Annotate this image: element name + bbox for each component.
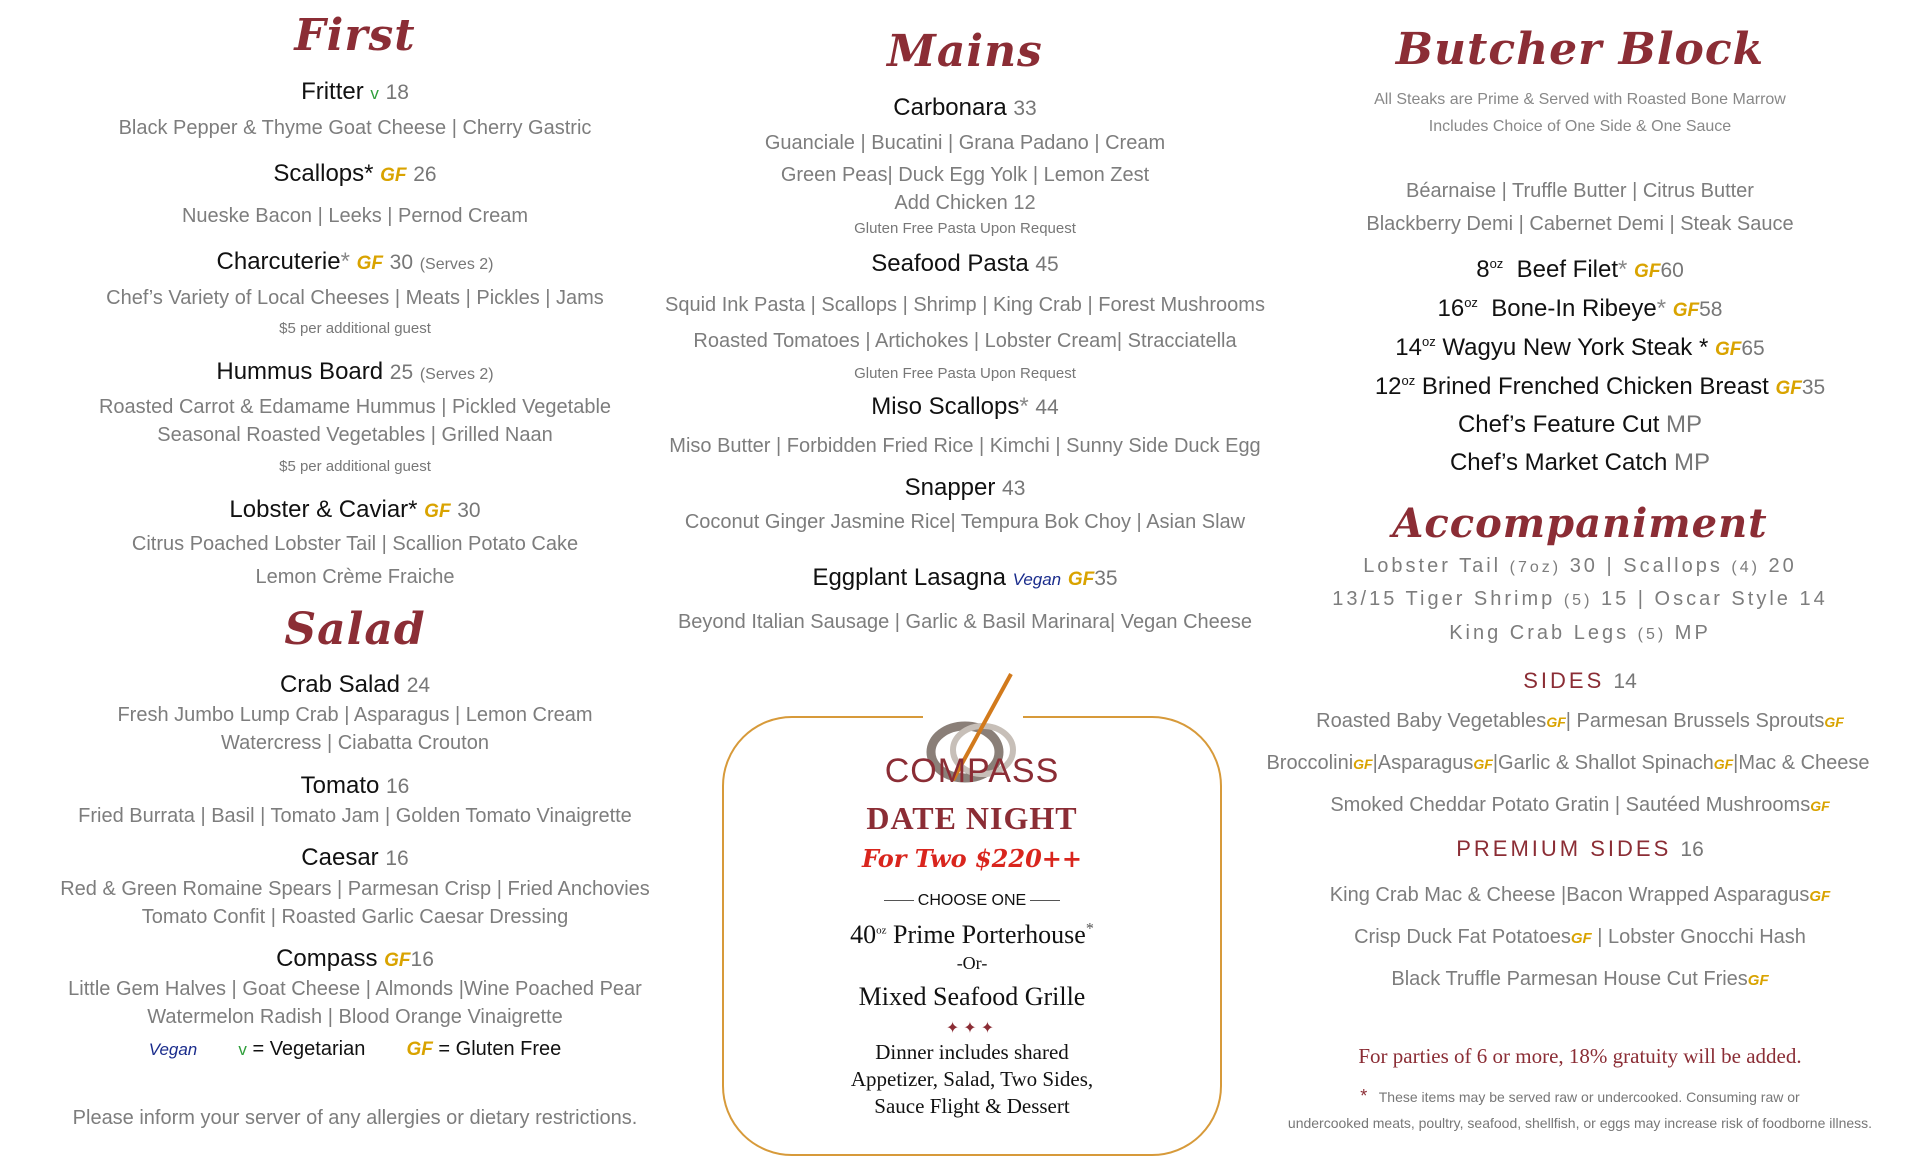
gluten-free-tag: GF xyxy=(1747,972,1769,989)
item-name: Caesar xyxy=(301,844,379,871)
item-price: 45 xyxy=(1035,253,1059,276)
premium-sides-row-2 xyxy=(1240,926,1920,949)
item-name: Seafood Pasta xyxy=(871,250,1029,277)
item-price: 30 | xyxy=(1569,555,1615,577)
raw-warning-star: * xyxy=(340,248,350,275)
item-price: 30 xyxy=(457,499,481,522)
item-description: Fresh Jumbo Lump Crab | Asparagus | Lemon Cream xyxy=(117,704,593,726)
raw-warning-star: * xyxy=(1085,920,1094,938)
section-title-accompaniment: Accompaniment xyxy=(1392,500,1768,547)
divider-line xyxy=(1030,900,1060,901)
menu-item-beef-filet xyxy=(1240,256,1920,284)
item-description: Black Pepper & Thyme Goat Cheese | Cherry Gastric xyxy=(118,117,592,139)
menu-item-bone-in-ribeye xyxy=(1240,295,1920,323)
side-item: | Lobster Gnocchi Hash xyxy=(1597,926,1806,948)
butcher-block-description: Includes Choice of One Side & One Sauce xyxy=(1428,118,1732,135)
option-name: Prime Porterhouse xyxy=(893,920,1086,949)
disclaimer-text: These items may be served raw or undercooked. Consuming raw or xyxy=(1378,1089,1800,1105)
gluten-free-tag: GF xyxy=(1634,261,1661,282)
item-price: 18 xyxy=(385,81,409,104)
date-night-includes-2: Appetizer, Salad, Two Sides, xyxy=(850,1067,1094,1091)
item-price: MP xyxy=(1674,622,1711,644)
gluten-free-tag: GF xyxy=(1809,888,1831,905)
portion-size: (5) xyxy=(1637,626,1667,643)
section-title-mains: Mains xyxy=(887,26,1043,77)
item-name: Chef’s Market Catch xyxy=(1449,449,1668,476)
item-price: MP xyxy=(1666,411,1703,438)
sides-price: 14 xyxy=(1613,670,1637,693)
side-item: |Asparagus xyxy=(1372,752,1474,774)
item-price: 30 xyxy=(389,251,414,274)
date-night-option-porterhouse xyxy=(722,920,1222,950)
item-name: Wagyu New York Steak * xyxy=(1442,334,1709,361)
item-name: Miso Scallops xyxy=(871,393,1020,420)
side-item: Black Truffle Parmesan House Cut Fries xyxy=(1391,968,1748,990)
item-description: Lemon Crème Fraiche xyxy=(255,566,455,588)
gluten-free-tag: GF xyxy=(1810,798,1830,814)
item-name: Brined Frenched Chicken Breast xyxy=(1421,373,1769,400)
menu-item-hummus-board xyxy=(30,358,680,386)
side-item: |Garlic & Shallot Spinach xyxy=(1492,752,1714,774)
steak-unit: oz xyxy=(1464,295,1478,310)
gluten-free-tag: GF xyxy=(1714,339,1742,360)
sides-row-3 xyxy=(1240,794,1920,817)
diamond-ornament: ✦✦✦ xyxy=(945,1020,999,1037)
item-description: Green Peas| Duck Egg Yolk | Lemon Zest xyxy=(780,164,1150,186)
item-name: Beef Filet xyxy=(1516,256,1619,283)
raw-food-disclaimer-1 xyxy=(1240,1086,1920,1107)
item-price: 60 xyxy=(1660,259,1684,282)
gluten-free-pasta-note: Gluten Free Pasta Upon Request xyxy=(854,220,1076,237)
serves-note: (Serves 2) xyxy=(419,366,494,383)
premium-sides-row-3 xyxy=(1240,968,1920,991)
legend-vegetarian-label: = Vegetarian xyxy=(252,1038,366,1060)
date-night-title: DATE NIGHT xyxy=(866,800,1078,836)
menu-item-chicken-breast xyxy=(1260,373,1920,401)
steak-weight: 12 xyxy=(1374,373,1402,400)
gluten-free-tag: GF xyxy=(356,253,383,274)
item-price: 33 xyxy=(1013,97,1037,120)
item-description: Citrus Poached Lobster Tail | Scallion Potato Cake xyxy=(131,533,579,555)
raw-food-disclaimer-2: undercooked meats, poultry, seafood, shellfish, or eggs may increase risk of foodborne illness. xyxy=(1287,1115,1873,1131)
steak-weight: 16 xyxy=(1437,295,1465,322)
item-name: Compass xyxy=(276,945,378,972)
item-price: 16 xyxy=(386,775,410,798)
item-description: Squid Ink Pasta | Scallops | Shrimp | King Crab | Forest Mushrooms xyxy=(665,294,1265,316)
menu-item-crab-salad xyxy=(30,671,680,699)
item-name: Eggplant Lasagna xyxy=(812,564,1006,591)
item-name: Bone-In Ribeye xyxy=(1491,295,1657,322)
date-night-includes-3: Sauce Flight & Dessert xyxy=(874,1094,1070,1118)
date-night-option-seafood: Mixed Seafood Grille xyxy=(858,982,1086,1011)
item-price: 65 xyxy=(1741,337,1765,360)
item-price: 16 xyxy=(410,948,434,971)
accompaniment-row-2 xyxy=(1240,588,1920,611)
raw-warning-star: * xyxy=(1618,256,1628,283)
option-unit: oz xyxy=(876,924,887,937)
gluten-free-tag: GF xyxy=(1473,756,1493,772)
item-description: Seasonal Roasted Vegetables | Grilled Naan xyxy=(157,424,553,446)
divider-line xyxy=(884,900,914,901)
item-name: Snapper xyxy=(904,474,996,501)
vegan-tag: Vegan xyxy=(1012,570,1062,589)
menu-item-carbonara xyxy=(645,94,1285,122)
sides-title: SIDES xyxy=(1523,668,1605,693)
legend-vegan: Vegan xyxy=(148,1040,198,1059)
item-name: Tomato xyxy=(300,772,380,799)
menu-item-scallops xyxy=(30,160,680,188)
butcher-block-description: All Steaks are Prime & Served with Roasted Bone Marrow xyxy=(1374,91,1786,108)
raw-warning-star: * xyxy=(1656,295,1667,322)
item-description: Chef’s Variety of Local Cheeses | Meats | Pickles | Jams xyxy=(106,287,604,309)
gluten-free-tag: GF xyxy=(1353,756,1373,772)
side-item: Smoked Cheddar Potato Gratin | Sautéed Mushrooms xyxy=(1330,794,1811,816)
menu-item-fritter xyxy=(30,78,680,106)
side-item: |Mac & Cheese xyxy=(1733,752,1870,774)
accompaniment-name: Scallops xyxy=(1623,555,1723,577)
item-description: Watermelon Radish | Blood Orange Vinaigrette xyxy=(147,1006,563,1028)
sauce-list: Blackberry Demi | Cabernet Demi | Steak Sauce xyxy=(1366,213,1794,235)
menu-item-chefs-market-catch xyxy=(1240,449,1920,477)
item-price: 16 xyxy=(385,847,409,870)
addon-note: Add Chicken 12 xyxy=(894,192,1036,214)
section-title-salad: Salad xyxy=(284,604,426,655)
or-separator: -Or- xyxy=(956,953,988,973)
option-weight: 40 xyxy=(850,920,877,949)
menu-item-tomato xyxy=(30,772,680,800)
menu-item-caesar xyxy=(30,844,680,872)
additional-guest-note: $5 per additional guest xyxy=(279,458,431,475)
choose-one-label: CHOOSE ONE xyxy=(917,892,1027,909)
legend-gluten-free-label: = Gluten Free xyxy=(438,1038,562,1060)
item-name: Lobster & Caviar* xyxy=(229,496,418,523)
item-price: 58 xyxy=(1699,298,1723,321)
item-price: 20 xyxy=(1768,555,1797,577)
date-night-brand: COMPASS xyxy=(884,752,1060,790)
portion-size: (4) xyxy=(1731,559,1760,576)
sides-row-2 xyxy=(1228,752,1908,775)
item-description: Tomato Confit | Roasted Garlic Caesar Dressing xyxy=(141,906,569,928)
legend-gf: GF xyxy=(406,1039,433,1060)
sauce-list: Béarnaise | Truffle Butter | Citrus Butter xyxy=(1406,180,1754,202)
gluten-free-tag: GF xyxy=(384,950,411,971)
sides-heading xyxy=(1240,668,1920,694)
menu-item-seafood-pasta xyxy=(645,250,1285,278)
vegetarian-tag: v xyxy=(370,84,379,103)
item-name: Carbonara xyxy=(893,94,1007,121)
side-item: | Parmesan Brussels Sprouts xyxy=(1565,710,1825,732)
gluten-free-tag: GF xyxy=(1824,714,1844,730)
gluten-free-tag: GF xyxy=(1672,300,1700,321)
additional-guest-note: $5 per additional guest xyxy=(279,320,431,337)
item-description: Guanciale | Bucatini | Grana Padano | Cream xyxy=(764,132,1166,154)
item-description: Roasted Tomatoes | Artichokes | Lobster Cream| Stracciatella xyxy=(693,330,1237,352)
menu-item-chefs-feature-cut xyxy=(1240,411,1920,439)
side-item: Roasted Baby Vegetables xyxy=(1316,710,1547,732)
accompaniment-name: 13/15 Tiger Shrimp xyxy=(1332,588,1556,610)
accompaniment-name: King Crab Legs xyxy=(1449,622,1630,644)
item-description: Roasted Carrot & Edamame Hummus | Pickled Vegetable xyxy=(98,396,612,418)
gluten-free-tag: GF xyxy=(424,501,451,522)
portion-size: (5) xyxy=(1563,592,1593,609)
steak-weight: 14 xyxy=(1395,334,1422,361)
item-price: 44 xyxy=(1035,396,1059,419)
steak-unit: oz xyxy=(1489,256,1504,271)
item-description: Miso Butter | Forbidden Fried Rice | Kimchi | Sunny Side Duck Egg xyxy=(669,435,1261,457)
gratuity-note: For parties of 6 or more, 18% gratuity will be added. xyxy=(1358,1044,1802,1068)
side-item: Broccolini xyxy=(1266,752,1354,774)
item-name: Charcuterie xyxy=(216,248,341,275)
gluten-free-tag: GF xyxy=(1775,378,1802,399)
item-description: Fried Burrata | Basil | Tomato Jam | Golden Tomato Vinaigrette xyxy=(78,805,632,827)
premium-sides-title: PREMIUM SIDES xyxy=(1456,836,1672,861)
item-price: 26 xyxy=(413,163,437,186)
item-price: 15 | Oscar Style 14 xyxy=(1600,588,1828,610)
sides-row-1 xyxy=(1240,710,1920,733)
steak-unit: oz xyxy=(1401,373,1416,388)
gluten-free-tag: GF xyxy=(1067,569,1095,590)
dietary-legend xyxy=(30,1038,680,1061)
section-title-butcher-block: Butcher Block xyxy=(1395,24,1765,75)
item-name: Chef’s Feature Cut xyxy=(1457,411,1660,438)
item-price: 24 xyxy=(406,674,431,697)
accompaniment-row-1 xyxy=(1240,555,1920,578)
menu-item-lobster-caviar xyxy=(30,496,680,524)
allergy-note: Please inform your server of any allergies or dietary restrictions. xyxy=(72,1107,638,1129)
item-name: Scallops* xyxy=(273,160,374,187)
menu-item-eggplant-lasagna xyxy=(645,564,1285,592)
item-description: Watercress | Ciabatta Crouton xyxy=(221,732,489,754)
gluten-free-tag: GF xyxy=(1713,756,1734,772)
gluten-free-tag: GF xyxy=(380,165,407,186)
legend-v: v xyxy=(238,1040,247,1059)
steak-unit: oz xyxy=(1421,334,1436,349)
accompaniment-row-3 xyxy=(1240,622,1920,645)
item-name: Hummus Board xyxy=(216,358,384,385)
side-item: Crisp Duck Fat Potatoes xyxy=(1354,926,1571,948)
section-title-first: First xyxy=(294,10,416,61)
premium-sides-heading xyxy=(1240,836,1920,862)
item-price: MP xyxy=(1674,449,1711,476)
gluten-free-tag: GF xyxy=(1570,930,1592,947)
item-price: 25 xyxy=(389,361,414,384)
side-item: King Crab Mac & Cheese |Bacon Wrapped Asparagus xyxy=(1329,884,1810,906)
item-price: 35 xyxy=(1801,376,1826,399)
portion-size: (7oz) xyxy=(1509,559,1562,576)
item-description: Red & Green Romaine Spears | Parmesan Crisp | Fried Anchovies xyxy=(60,878,650,900)
item-description: Nueske Bacon | Leeks | Pernod Cream xyxy=(181,205,529,227)
item-name: Fritter xyxy=(301,78,364,105)
menu-item-wagyu-new-york xyxy=(1240,334,1920,362)
item-description: Little Gem Halves | Goat Cheese | Almonds |Wine Poached Pear xyxy=(68,978,642,1000)
menu-item-miso-scallops xyxy=(645,393,1285,421)
menu-item-snapper xyxy=(645,474,1285,502)
menu-item-charcuterie xyxy=(30,248,680,276)
item-description: Coconut Ginger Jasmine Rice| Tempura Bok Choy | Asian Slaw xyxy=(684,511,1246,533)
item-price: 35 xyxy=(1094,567,1118,590)
choose-one-divider xyxy=(722,892,1222,910)
gluten-free-tag: GF xyxy=(1546,714,1566,730)
menu-item-compass-salad xyxy=(30,945,680,973)
raw-warning-star: * xyxy=(1360,1086,1368,1106)
item-price: 43 xyxy=(1002,477,1026,500)
date-night-price: For Two $220++ xyxy=(862,844,1082,873)
item-description: Beyond Italian Sausage | Garlic & Basil Marinara| Vegan Cheese xyxy=(677,611,1253,633)
premium-sides-price: 16 xyxy=(1680,838,1704,861)
premium-sides-row-1 xyxy=(1240,884,1920,907)
date-night-includes-1: Dinner includes shared xyxy=(875,1040,1069,1064)
serves-note: (Serves 2) xyxy=(419,256,494,273)
gluten-free-pasta-note: Gluten Free Pasta Upon Request xyxy=(854,365,1076,382)
steak-weight: 8 xyxy=(1476,256,1490,283)
accompaniment-name: Lobster Tail xyxy=(1363,555,1502,577)
raw-warning-star: * xyxy=(1019,393,1029,420)
item-name: Crab Salad xyxy=(279,671,401,698)
